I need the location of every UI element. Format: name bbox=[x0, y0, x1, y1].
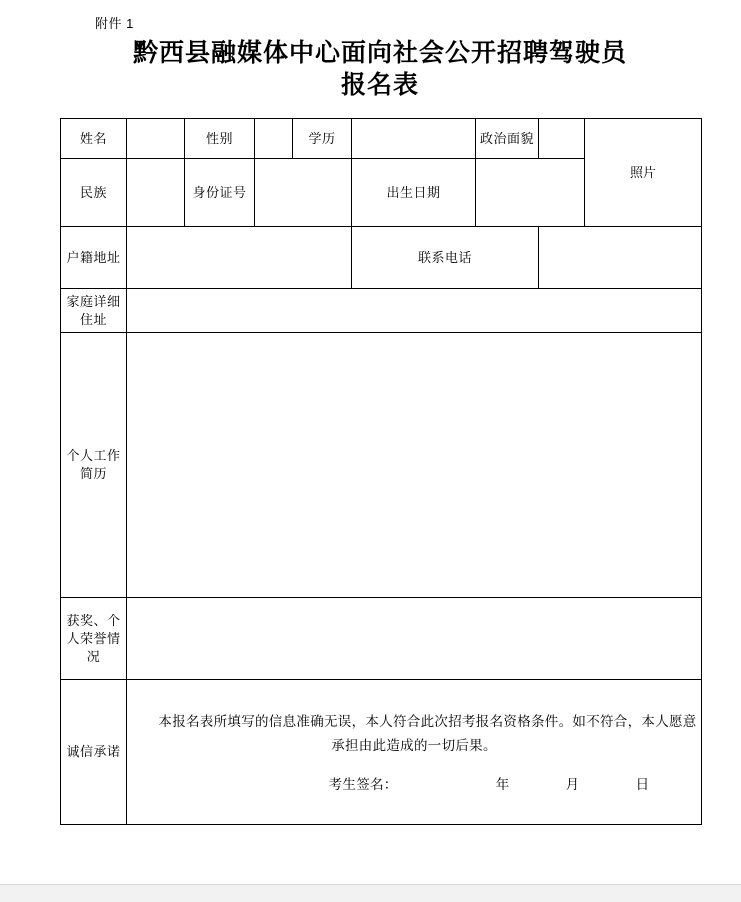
field-birth-date[interactable] bbox=[476, 159, 585, 227]
label-birth-date: 出生日期 bbox=[352, 159, 476, 227]
field-phone[interactable] bbox=[539, 227, 702, 289]
page-title bbox=[60, 38, 700, 102]
field-awards[interactable] bbox=[127, 598, 702, 680]
label-phone: 联系电话 bbox=[352, 227, 539, 289]
label-nation: 民族 bbox=[61, 159, 127, 227]
table-row-home-address bbox=[61, 289, 702, 333]
label-gender: 性别 bbox=[185, 119, 255, 159]
field-household-address[interactable] bbox=[127, 227, 352, 289]
label-political-status: 政治面貌 bbox=[476, 119, 539, 159]
field-name[interactable] bbox=[127, 119, 185, 159]
label-household-address: 户籍地址 bbox=[61, 227, 127, 289]
label-home-address: 家庭详细住址 bbox=[61, 289, 127, 333]
promise-text: 本报名表所填写的信息准确无误，本人符合此次招考报名资格条件。如不符合，本人愿意承担由此造成的一切后果。 bbox=[158, 714, 697, 753]
signature-line bbox=[130, 776, 698, 794]
month-label: 月 bbox=[565, 777, 580, 792]
field-gender[interactable] bbox=[255, 119, 293, 159]
page-title-line2: 报名表 bbox=[340, 72, 419, 99]
table-row-work-resume bbox=[61, 333, 702, 598]
attachment-label: 附件 1 bbox=[95, 16, 134, 31]
promise-content bbox=[127, 680, 702, 825]
label-education: 学历 bbox=[293, 119, 352, 159]
page-title-line1: 黔西县融媒体中心面向社会公开招聘驾驶员 bbox=[132, 40, 627, 67]
table-row-household-address bbox=[61, 227, 702, 289]
table-row-name bbox=[61, 119, 702, 159]
field-political-status[interactable] bbox=[539, 119, 585, 159]
registration-form-table bbox=[60, 118, 702, 825]
signature-label: 考生签名： bbox=[328, 777, 398, 792]
photo-cell[interactable]: 照片 bbox=[585, 119, 702, 227]
day-label: 日 bbox=[635, 777, 650, 792]
year-label: 年 bbox=[495, 777, 510, 792]
bottom-status-strip bbox=[0, 884, 741, 902]
field-home-address[interactable] bbox=[127, 289, 702, 333]
table-row-awards bbox=[61, 598, 702, 680]
label-integrity-promise: 诚信承诺 bbox=[61, 680, 127, 825]
field-nation[interactable] bbox=[127, 159, 185, 227]
field-id-number[interactable] bbox=[255, 159, 352, 227]
label-awards: 获奖、个人荣誉情况 bbox=[61, 598, 127, 680]
field-work-resume[interactable] bbox=[127, 333, 702, 598]
table-row-integrity-promise bbox=[61, 680, 702, 825]
label-name: 姓名 bbox=[61, 119, 127, 159]
label-id-number: 身份证号 bbox=[185, 159, 255, 227]
field-education[interactable] bbox=[352, 119, 476, 159]
label-work-resume: 个人工作简历 bbox=[61, 333, 127, 598]
